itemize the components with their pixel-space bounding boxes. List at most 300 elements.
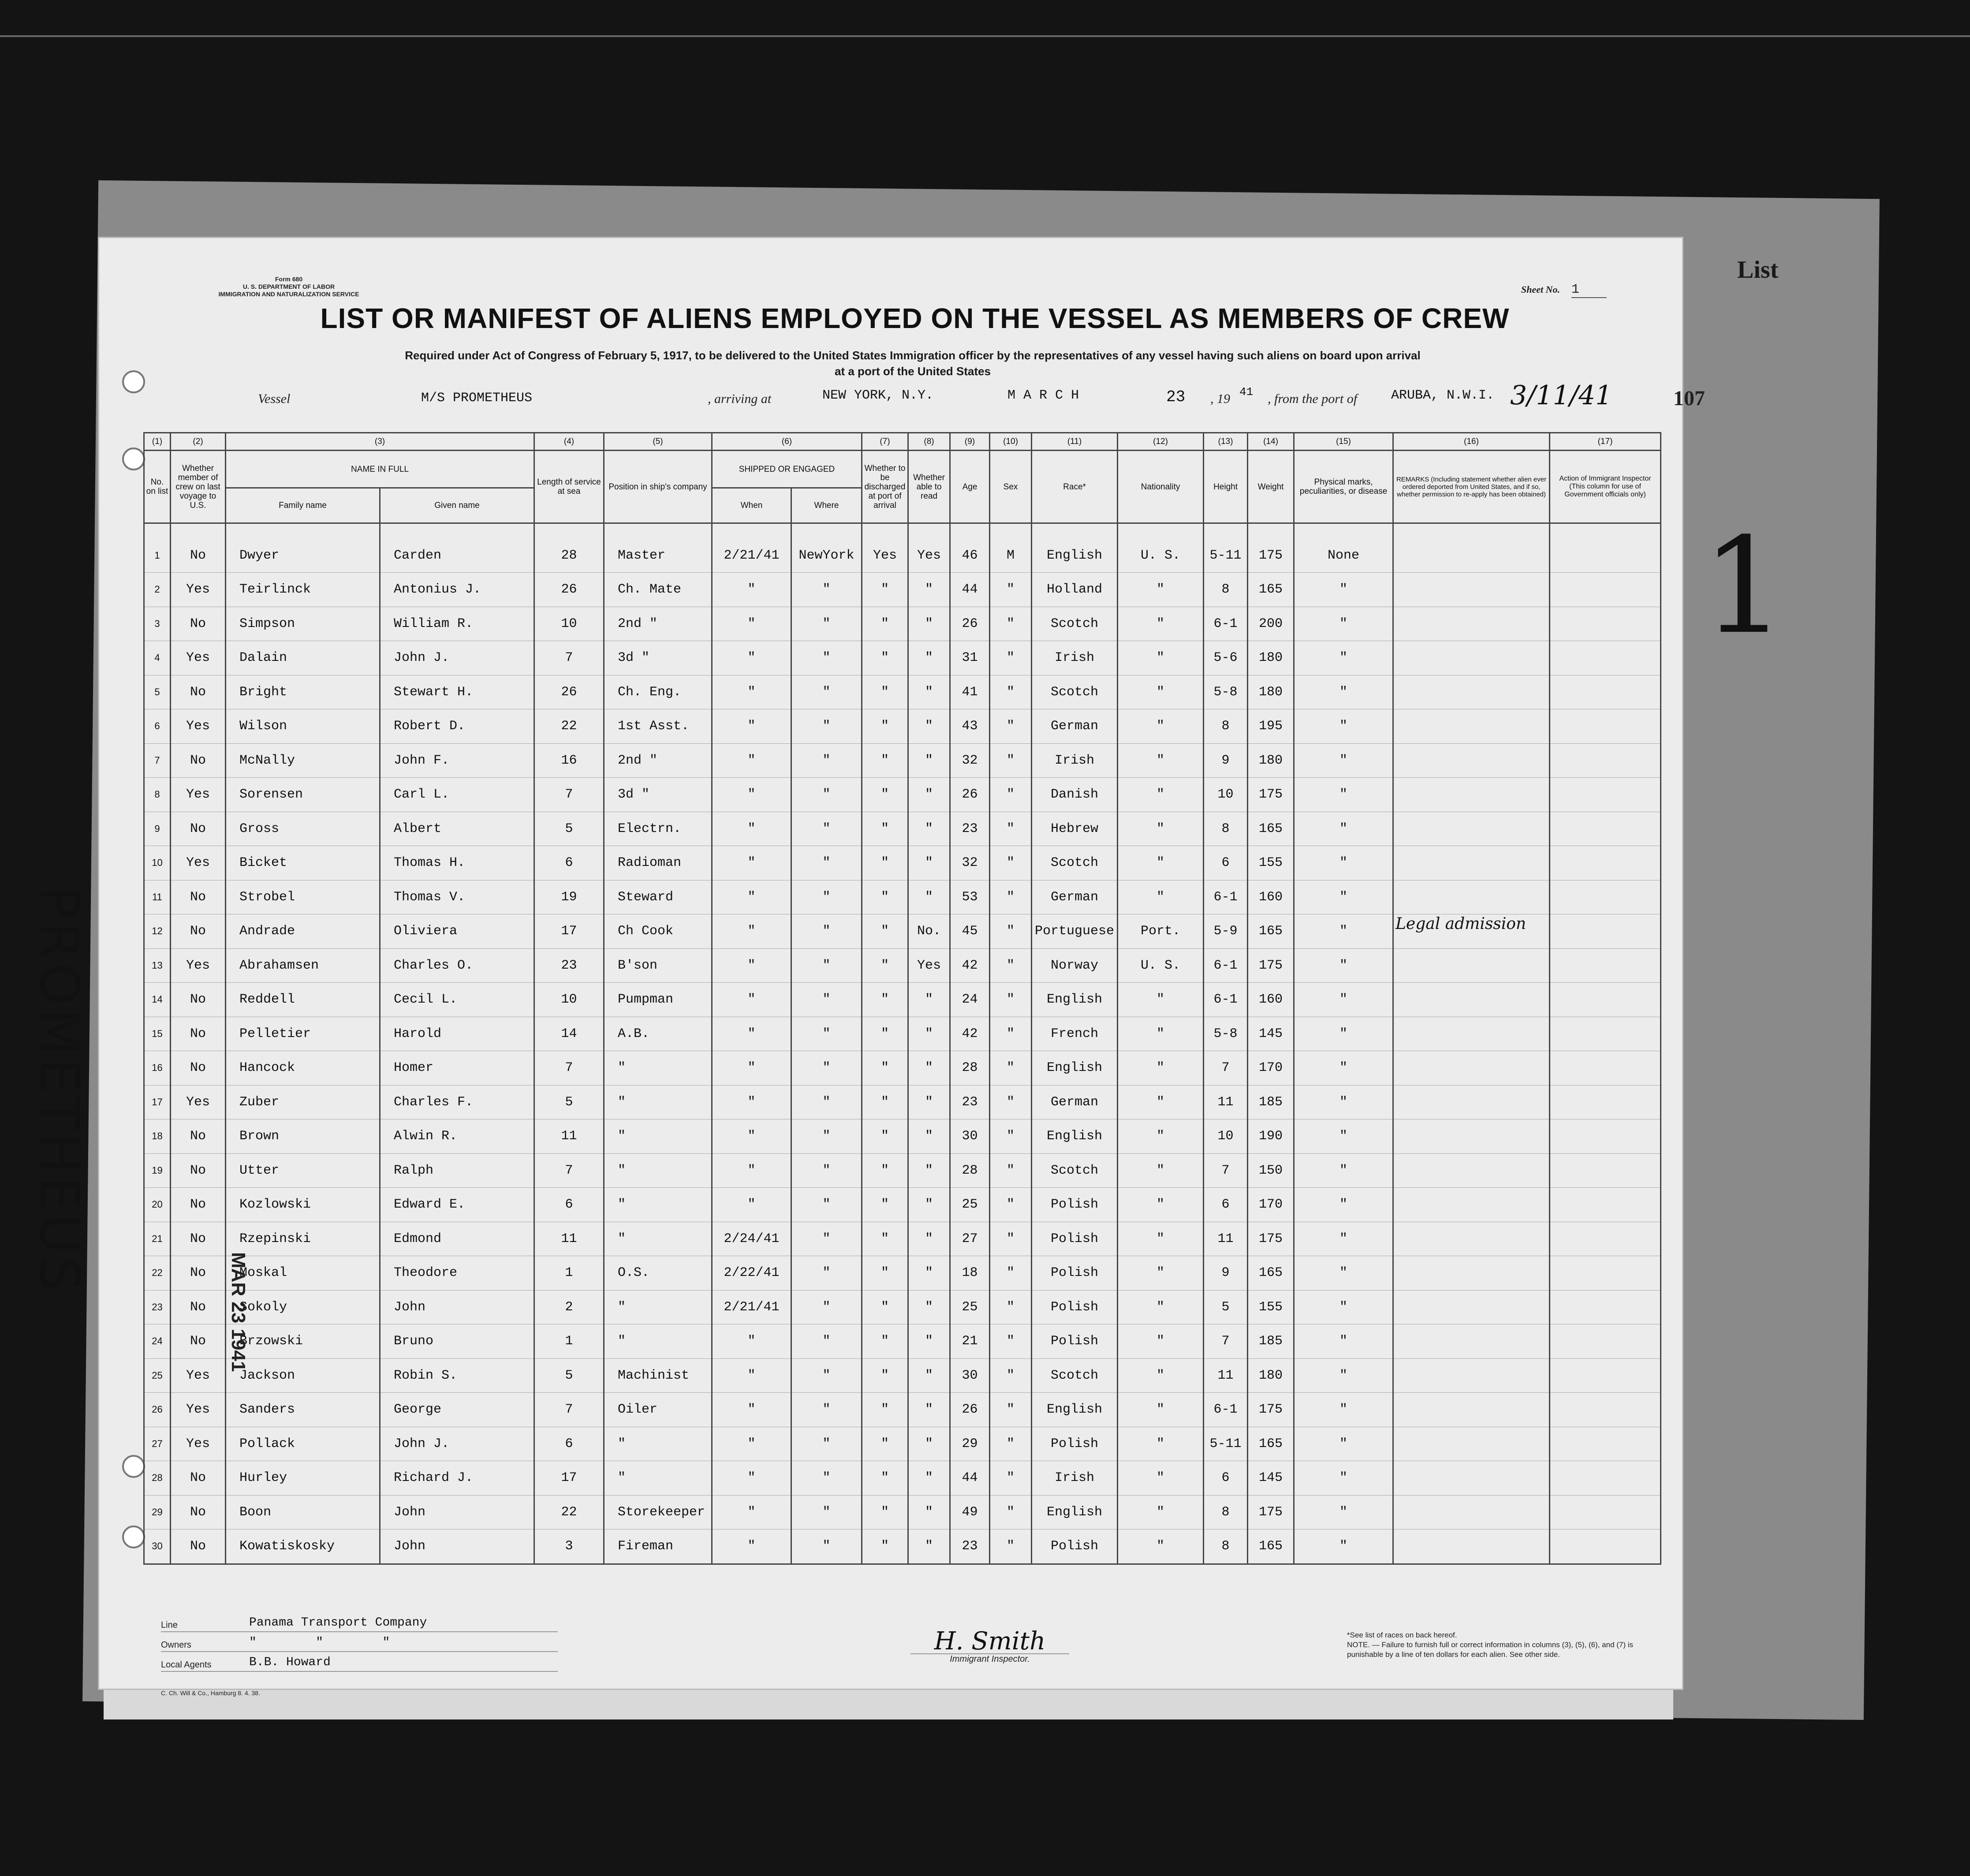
cell-nationality: "	[1118, 1324, 1204, 1359]
vessel-name: M/S PROMETHEUS	[421, 391, 533, 406]
cell-family-name: Brzowski	[226, 1324, 380, 1359]
cell-inspector-action	[1550, 1153, 1661, 1188]
col-num-5: (5)	[604, 433, 712, 451]
form-footer	[161, 1614, 1651, 1697]
cell-inspector-action	[1550, 1085, 1661, 1119]
cell-age: 30	[950, 1358, 990, 1393]
cell-inspector-action	[1550, 607, 1661, 641]
cell-given-name: Antonius J.	[380, 573, 534, 607]
cell-sex: "	[990, 1427, 1032, 1461]
cell-position: "	[604, 1222, 712, 1256]
arrival-year: 41	[1239, 385, 1254, 399]
cell-given-name: Bruno	[380, 1324, 534, 1359]
cell-nationality: "	[1118, 1393, 1204, 1427]
header-sex: Sex	[990, 451, 1032, 523]
cell-physical-marks: "	[1294, 1153, 1393, 1188]
voyage-line	[258, 380, 1713, 414]
header-nationality: Nationality	[1118, 451, 1204, 523]
owners-label: Owners	[161, 1640, 191, 1650]
cell-inspector-action	[1550, 1222, 1661, 1256]
table-row	[144, 1188, 1661, 1222]
cell-family-name: Reddell	[226, 983, 380, 1017]
cell-family-name: Bright	[226, 675, 380, 709]
cell-race: Scotch	[1032, 675, 1118, 709]
cell-weight: 200	[1248, 607, 1294, 641]
cell-race: French	[1032, 1017, 1118, 1051]
cell-remarks	[1393, 1085, 1550, 1119]
cell-remarks	[1393, 1495, 1550, 1529]
cell-able-to-read: "	[908, 846, 950, 880]
cell-shipped-when: "	[712, 983, 791, 1017]
cell-last-voyage: No	[171, 607, 226, 641]
col-num-14: (14)	[1248, 433, 1294, 451]
cell-shipped-where: "	[791, 1222, 862, 1256]
cell-discharged: "	[862, 573, 908, 607]
cell-remarks	[1393, 641, 1550, 675]
cell-last-voyage: No	[171, 1153, 226, 1188]
cell-race: Hebrew	[1032, 812, 1118, 846]
cell-service-length: 7	[534, 778, 604, 812]
cell-inspector-action	[1550, 709, 1661, 744]
cell-position: Pumpman	[604, 983, 712, 1017]
cell-inspector-action	[1550, 1017, 1661, 1051]
cell-remarks	[1393, 778, 1550, 812]
cell-shipped-when: 2/21/41	[712, 1290, 791, 1324]
cell-inspector-action	[1550, 1495, 1661, 1529]
cell-shipped-where: "	[791, 880, 862, 914]
cell-sex: "	[990, 743, 1032, 778]
cell-list-number: 25	[144, 1358, 171, 1393]
cell-height: 8	[1204, 573, 1248, 607]
cell-list-number: 4	[144, 641, 171, 675]
cell-shipped-where: "	[791, 1188, 862, 1222]
service-name: IMMIGRATION AND NATURALIZATION SERVICE	[218, 291, 359, 298]
cell-discharged: "	[862, 948, 908, 983]
cell-discharged: "	[862, 846, 908, 880]
cell-race: Irish	[1032, 1461, 1118, 1496]
cell-nationality: "	[1118, 607, 1204, 641]
cell-shipped-when: "	[712, 607, 791, 641]
cell-nationality: "	[1118, 1256, 1204, 1290]
cell-weight: 180	[1248, 675, 1294, 709]
cell-position: Master	[604, 539, 712, 573]
cell-remarks	[1393, 1529, 1550, 1564]
cell-age: 25	[950, 1188, 990, 1222]
table-row	[144, 1495, 1661, 1529]
cell-list-number: 15	[144, 1017, 171, 1051]
cell-physical-marks: None	[1294, 539, 1393, 573]
cell-discharged: "	[862, 914, 908, 949]
cell-physical-marks: "	[1294, 1324, 1393, 1359]
cell-sex: "	[990, 1256, 1032, 1290]
cell-given-name: Albert	[380, 812, 534, 846]
cell-given-name: William R.	[380, 607, 534, 641]
table-row	[144, 948, 1661, 983]
cell-age: 32	[950, 846, 990, 880]
cell-last-voyage: No	[171, 1017, 226, 1051]
cell-service-length: 7	[534, 641, 604, 675]
cell-inspector-action	[1550, 1324, 1661, 1359]
cell-age: 32	[950, 743, 990, 778]
cell-given-name: Robert D.	[380, 709, 534, 744]
cell-physical-marks: "	[1294, 1017, 1393, 1051]
header-where: Where	[791, 488, 862, 523]
cell-sex: "	[990, 641, 1032, 675]
cell-family-name: Boon	[226, 1495, 380, 1529]
cell-discharged: "	[862, 1119, 908, 1154]
line-label: Line	[161, 1620, 178, 1630]
table-row	[144, 1017, 1661, 1051]
subtitle-line-2: at a port of the United States	[835, 365, 991, 378]
cell-shipped-when: 2/24/41	[712, 1222, 791, 1256]
cell-shipped-where: "	[791, 914, 862, 949]
cell-position: 3d "	[604, 778, 712, 812]
col-num-4: (4)	[534, 433, 604, 451]
cell-shipped-where: "	[791, 1529, 862, 1564]
cell-physical-marks: "	[1294, 778, 1393, 812]
cell-age: 42	[950, 948, 990, 983]
cell-shipped-where: "	[791, 1153, 862, 1188]
cell-age: 31	[950, 641, 990, 675]
cell-given-name: Edmond	[380, 1222, 534, 1256]
header-remarks: REMARKS (Including statement whether alien ever ordered deported from United States, and if so, whether permission to re-apply has been obtained)	[1393, 451, 1550, 523]
cell-height: 8	[1204, 709, 1248, 744]
cell-race: Scotch	[1032, 607, 1118, 641]
cell-inspector-action	[1550, 1427, 1661, 1461]
cell-shipped-where: NewYork	[791, 539, 862, 573]
cell-service-length: 14	[534, 1017, 604, 1051]
cell-height: 9	[1204, 1256, 1248, 1290]
cell-discharged: "	[862, 709, 908, 744]
cell-nationality: "	[1118, 1495, 1204, 1529]
cell-discharged: "	[862, 1324, 908, 1359]
cell-race: Polish	[1032, 1427, 1118, 1461]
cell-weight: 175	[1248, 948, 1294, 983]
cell-height: 6	[1204, 846, 1248, 880]
local-agents-field	[161, 1653, 558, 1672]
header-spacer-row	[144, 523, 1661, 539]
cell-list-number: 11	[144, 880, 171, 914]
cell-discharged: "	[862, 1393, 908, 1427]
cell-last-voyage: Yes	[171, 573, 226, 607]
cell-nationality: "	[1118, 1290, 1204, 1324]
cell-shipped-where: "	[791, 983, 862, 1017]
cell-discharged: "	[862, 1188, 908, 1222]
cell-family-name: Bicket	[226, 846, 380, 880]
table-row	[144, 1461, 1661, 1496]
cell-discharged: "	[862, 778, 908, 812]
cell-physical-marks: "	[1294, 1358, 1393, 1393]
cell-family-name: Jackson	[226, 1358, 380, 1393]
cell-position: "	[604, 1153, 712, 1188]
cell-able-to-read: "	[908, 573, 950, 607]
header-inspector-action: Action of Immigrant Inspector (This column for use of Government officials only)	[1550, 451, 1661, 523]
cell-position: Electrn.	[604, 812, 712, 846]
cell-discharged: "	[862, 983, 908, 1017]
cell-shipped-where: "	[791, 778, 862, 812]
col-num-9: (9)	[950, 433, 990, 451]
form-subtitle	[254, 347, 1572, 379]
cell-discharged: "	[862, 1051, 908, 1085]
cell-position: Ch. Mate	[604, 573, 712, 607]
cell-list-number: 22	[144, 1256, 171, 1290]
cell-position: Storekeeper	[604, 1495, 712, 1529]
cell-position: "	[604, 1290, 712, 1324]
cell-inspector-action	[1550, 1393, 1661, 1427]
cell-inspector-action	[1550, 812, 1661, 846]
cell-shipped-when: "	[712, 1119, 791, 1154]
cell-physical-marks: "	[1294, 1051, 1393, 1085]
cell-list-number: 27	[144, 1427, 171, 1461]
cell-able-to-read: "	[908, 983, 950, 1017]
cell-height: 5-6	[1204, 641, 1248, 675]
col-num-3: (3)	[226, 433, 534, 451]
cell-shipped-when: "	[712, 1051, 791, 1085]
cell-sex: "	[990, 1324, 1032, 1359]
cell-age: 46	[950, 539, 990, 573]
header-last-voyage: Whether member of crew on last voyage to U.S.	[171, 451, 226, 523]
cell-sex: "	[990, 812, 1032, 846]
cell-age: 30	[950, 1119, 990, 1154]
cell-weight: 180	[1248, 743, 1294, 778]
cell-position: "	[604, 1324, 712, 1359]
cell-service-length: 11	[534, 1222, 604, 1256]
cell-inspector-action	[1550, 1358, 1661, 1393]
table-row	[144, 1153, 1661, 1188]
cell-service-length: 26	[534, 573, 604, 607]
cell-family-name: Abrahamsen	[226, 948, 380, 983]
header-when: When	[712, 488, 791, 523]
cell-position: "	[604, 1051, 712, 1085]
cell-position: "	[604, 1085, 712, 1119]
cell-family-name: Sokoly	[226, 1290, 380, 1324]
origin-port: ARUBA, N.W.I.	[1391, 388, 1495, 403]
cell-service-length: 1	[534, 1256, 604, 1290]
cell-inspector-action	[1550, 1529, 1661, 1564]
cell-shipped-where: "	[791, 1119, 862, 1154]
cell-service-length: 6	[534, 1427, 604, 1461]
col-num-15: (15)	[1294, 433, 1393, 451]
cell-list-number: 21	[144, 1222, 171, 1256]
manifest-sheet	[28, 238, 1705, 1697]
cell-shipped-when: "	[712, 1324, 791, 1359]
cell-race: Polish	[1032, 1256, 1118, 1290]
cell-list-number: 12	[144, 914, 171, 949]
cell-discharged: "	[862, 1358, 908, 1393]
handwritten-sheet-number: 1	[1702, 509, 1786, 663]
cell-shipped-when: 2/21/41	[712, 539, 791, 573]
table-row	[144, 778, 1661, 812]
cell-family-name: Gross	[226, 812, 380, 846]
cell-service-length: 19	[534, 880, 604, 914]
races-note: *See list of races on back hereof.	[1347, 1631, 1457, 1639]
cell-last-voyage: Yes	[171, 1427, 226, 1461]
cell-age: 28	[950, 1051, 990, 1085]
cell-list-number: 6	[144, 709, 171, 744]
cell-inspector-action	[1550, 1188, 1661, 1222]
table-row	[144, 1256, 1661, 1290]
cell-sex: "	[990, 607, 1032, 641]
cell-inspector-action	[1550, 846, 1661, 880]
cell-last-voyage: No	[171, 675, 226, 709]
cell-shipped-when: "	[712, 1358, 791, 1393]
cell-discharged: "	[862, 607, 908, 641]
cell-able-to-read: "	[908, 1256, 950, 1290]
cell-position: 2nd "	[604, 743, 712, 778]
department-name: U. S. DEPARTMENT OF LABOR	[243, 283, 335, 290]
cell-discharged: "	[862, 1222, 908, 1256]
col-num-10: (10)	[990, 433, 1032, 451]
cell-service-length: 10	[534, 983, 604, 1017]
cell-physical-marks: "	[1294, 812, 1393, 846]
cell-nationality: "	[1118, 1461, 1204, 1496]
cell-family-name: Hancock	[226, 1051, 380, 1085]
cell-age: 21	[950, 1324, 990, 1359]
cell-race: Irish	[1032, 641, 1118, 675]
cell-remarks	[1393, 1051, 1550, 1085]
cell-remarks	[1393, 1188, 1550, 1222]
cell-height: 6	[1204, 1461, 1248, 1496]
cell-height: 5-11	[1204, 1427, 1248, 1461]
cell-sex: "	[990, 1461, 1032, 1496]
cell-inspector-action	[1550, 573, 1661, 607]
cell-service-length: 17	[534, 914, 604, 949]
cell-position: B'son	[604, 948, 712, 983]
cell-position: "	[604, 1188, 712, 1222]
cell-remarks	[1393, 607, 1550, 641]
cell-age: 18	[950, 1256, 990, 1290]
cell-family-name: Dwyer	[226, 539, 380, 573]
cell-given-name: John F.	[380, 743, 534, 778]
cell-given-name: John J.	[380, 641, 534, 675]
cell-shipped-when: "	[712, 1461, 791, 1496]
cell-nationality: "	[1118, 675, 1204, 709]
cell-age: 26	[950, 607, 990, 641]
cell-height: 6-1	[1204, 1393, 1248, 1427]
table-row	[144, 1529, 1661, 1564]
cell-service-length: 16	[534, 743, 604, 778]
cell-weight: 175	[1248, 1393, 1294, 1427]
cell-remarks	[1393, 812, 1550, 846]
cell-race: Polish	[1032, 1188, 1118, 1222]
cell-position: "	[604, 1461, 712, 1496]
cell-family-name: Kozlowski	[226, 1188, 380, 1222]
cell-inspector-action	[1550, 948, 1661, 983]
cell-nationality: "	[1118, 1427, 1204, 1461]
cell-shipped-when: "	[712, 1188, 791, 1222]
cell-sex: "	[990, 1188, 1032, 1222]
cell-weight: 160	[1248, 880, 1294, 914]
cell-height: 5-11	[1204, 539, 1248, 573]
cell-able-to-read: "	[908, 1119, 950, 1154]
cell-shipped-when: "	[712, 709, 791, 744]
cell-shipped-when: "	[712, 1017, 791, 1051]
cell-given-name: John	[380, 1290, 534, 1324]
cell-able-to-read: "	[908, 743, 950, 778]
cell-race: Holland	[1032, 573, 1118, 607]
cell-age: 29	[950, 1427, 990, 1461]
arrival-month: M A R C H	[1007, 388, 1079, 403]
sheet-number-label: Sheet No.	[1521, 284, 1560, 295]
cell-last-voyage: No	[171, 880, 226, 914]
cell-able-to-read: Yes	[908, 948, 950, 983]
cell-remarks	[1393, 1017, 1550, 1051]
cell-inspector-action	[1550, 1051, 1661, 1085]
cell-given-name: Carden	[380, 539, 534, 573]
cell-nationality: "	[1118, 1358, 1204, 1393]
cell-physical-marks: "	[1294, 1461, 1393, 1496]
cell-height: 10	[1204, 778, 1248, 812]
cell-nationality: U. S.	[1118, 539, 1204, 573]
cell-service-length: 7	[534, 1153, 604, 1188]
cell-given-name: John	[380, 1529, 534, 1564]
cell-shipped-where: "	[791, 1324, 862, 1359]
arrival-port: NEW YORK, N.Y.	[822, 388, 934, 403]
punch-hole	[122, 1455, 145, 1478]
cell-height: 10	[1204, 1119, 1248, 1154]
cell-list-number: 5	[144, 675, 171, 709]
cell-able-to-read: "	[908, 880, 950, 914]
cell-family-name: Sorensen	[226, 778, 380, 812]
cell-list-number: 19	[144, 1153, 171, 1188]
cell-last-voyage: No	[171, 812, 226, 846]
cell-given-name: Homer	[380, 1051, 534, 1085]
cell-physical-marks: "	[1294, 573, 1393, 607]
cell-shipped-where: "	[791, 1256, 862, 1290]
cell-last-voyage: No	[171, 1119, 226, 1154]
cell-remarks	[1393, 1290, 1550, 1324]
cell-nationality: "	[1118, 846, 1204, 880]
cell-age: 49	[950, 1495, 990, 1529]
punch-hole	[122, 370, 145, 393]
vessel-label: Vessel	[258, 392, 291, 406]
cell-race: Danish	[1032, 778, 1118, 812]
form-identifier	[179, 276, 399, 298]
cell-inspector-action	[1550, 778, 1661, 812]
cell-sex: "	[990, 1153, 1032, 1188]
cell-height: 7	[1204, 1051, 1248, 1085]
cell-sex: "	[990, 778, 1032, 812]
cell-weight: 145	[1248, 1461, 1294, 1496]
cell-discharged: "	[862, 675, 908, 709]
cell-nationality: "	[1118, 641, 1204, 675]
cell-family-name: Pollack	[226, 1427, 380, 1461]
cell-race: Scotch	[1032, 1358, 1118, 1393]
table-row	[144, 1393, 1661, 1427]
cell-shipped-where: "	[791, 607, 862, 641]
cell-physical-marks: "	[1294, 675, 1393, 709]
cell-remarks	[1393, 675, 1550, 709]
header-given-name: Given name	[380, 488, 534, 523]
cell-weight: 175	[1248, 539, 1294, 573]
cell-discharged: "	[862, 1153, 908, 1188]
cell-weight: 170	[1248, 1188, 1294, 1222]
cell-sex: "	[990, 709, 1032, 744]
cell-able-to-read: "	[908, 1393, 950, 1427]
cell-age: 24	[950, 983, 990, 1017]
cell-nationality: "	[1118, 573, 1204, 607]
cell-list-number: 7	[144, 743, 171, 778]
line-field	[161, 1614, 558, 1632]
cell-physical-marks: "	[1294, 641, 1393, 675]
cell-service-length: 6	[534, 1188, 604, 1222]
sheet-number-value: 1	[1571, 282, 1607, 298]
cell-able-to-read: "	[908, 1017, 950, 1051]
col-num-13: (13)	[1204, 433, 1248, 451]
handwritten-remark: Legal admission	[1395, 915, 1526, 933]
cell-remarks	[1393, 948, 1550, 983]
cell-sex: "	[990, 1017, 1032, 1051]
